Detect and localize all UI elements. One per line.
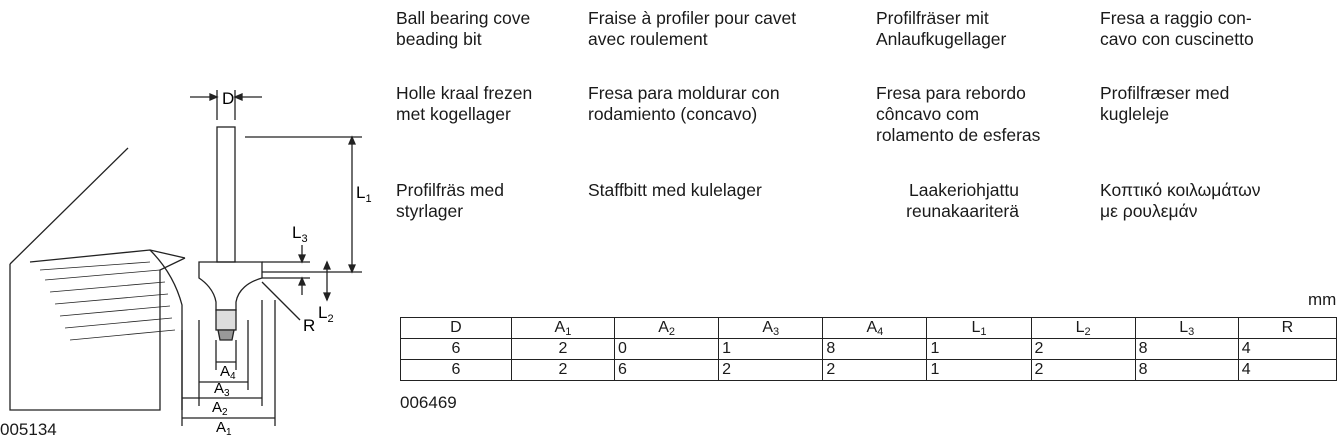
col-header: D [401, 318, 512, 339]
col-header: R [1238, 318, 1336, 339]
cell: 2 [511, 360, 614, 381]
cell: 2 [1031, 360, 1135, 381]
table-row [401, 339, 1337, 360]
cell: 8 [1135, 339, 1238, 360]
cell: 1 [927, 339, 1031, 360]
cell: 6 [401, 339, 512, 360]
cell: 6 [401, 360, 512, 381]
cell: 2 [823, 360, 927, 381]
cell: 2 [1031, 339, 1135, 360]
dim-A2-label: $A_2$ [212, 399, 228, 418]
cell: 0 [615, 339, 719, 360]
cell: 8 [823, 339, 927, 360]
cell: 2 [511, 339, 614, 360]
dim-D-label: D [222, 89, 235, 108]
col-header: $L_3$ [1135, 318, 1238, 339]
dim-R-label: R [303, 316, 316, 335]
table-code: 006469 [400, 393, 457, 412]
col-header: $A_1$ [511, 318, 614, 339]
cell: 4 [1238, 339, 1336, 360]
dim-L3-label: $L_3$ [292, 223, 308, 245]
unit-label: mm [1308, 290, 1337, 309]
name-no: Staffbitt med kulelager [588, 180, 762, 200]
col-header: $A_4$ [823, 318, 927, 339]
name-fi: Laakeriohjattu reunakaariterä [906, 180, 1019, 221]
name-de: Profilfräser mit Anlaufkugellager [876, 8, 1007, 49]
name-fr: Fraise à profiler pour cavet avec roulement [588, 8, 797, 49]
dim-A3-label: $A_3$ [214, 380, 230, 399]
name-it: Fresa a raggio con- cavo con cuscinetto [1100, 8, 1254, 49]
col-header: $L_1$ [927, 318, 1031, 339]
name-pt: Fresa para rebordo côncavo com rolamento de esferas [876, 83, 1041, 145]
dim-L1-label: $L_1$ [356, 183, 372, 205]
table-header-row [401, 318, 1337, 339]
spec-table [400, 317, 1337, 381]
col-header: $A_3$ [719, 318, 823, 339]
cell: 1 [719, 339, 823, 360]
dim-L2-label: $L_2$ [318, 303, 334, 325]
cell: 1 [927, 360, 1031, 381]
name-nl: Holle kraal frezen met kogellager [396, 83, 533, 124]
name-sv: Profilfräs med styrlager [396, 180, 504, 221]
figure-code: 005134 [0, 420, 57, 439]
dim-A1-label: $A_1$ [216, 419, 232, 438]
table-row [401, 360, 1337, 381]
cell: 8 [1135, 360, 1238, 381]
name-es: Fresa para moldurar con rodamiento (concavo) [588, 83, 780, 124]
name-en: Ball bearing cove beading bit [396, 8, 531, 49]
cell: 2 [719, 360, 823, 381]
name-da: Profilfræser med kugleleje [1100, 83, 1230, 124]
name-el: Κοπτικό κοιλωμάτων με ρουλεμάν [1100, 180, 1261, 221]
col-header: $A_2$ [615, 318, 719, 339]
cell: 6 [615, 360, 719, 381]
dim-A4-label: $A_4$ [220, 363, 236, 382]
cell: 4 [1238, 360, 1336, 381]
col-header: $L_2$ [1031, 318, 1135, 339]
